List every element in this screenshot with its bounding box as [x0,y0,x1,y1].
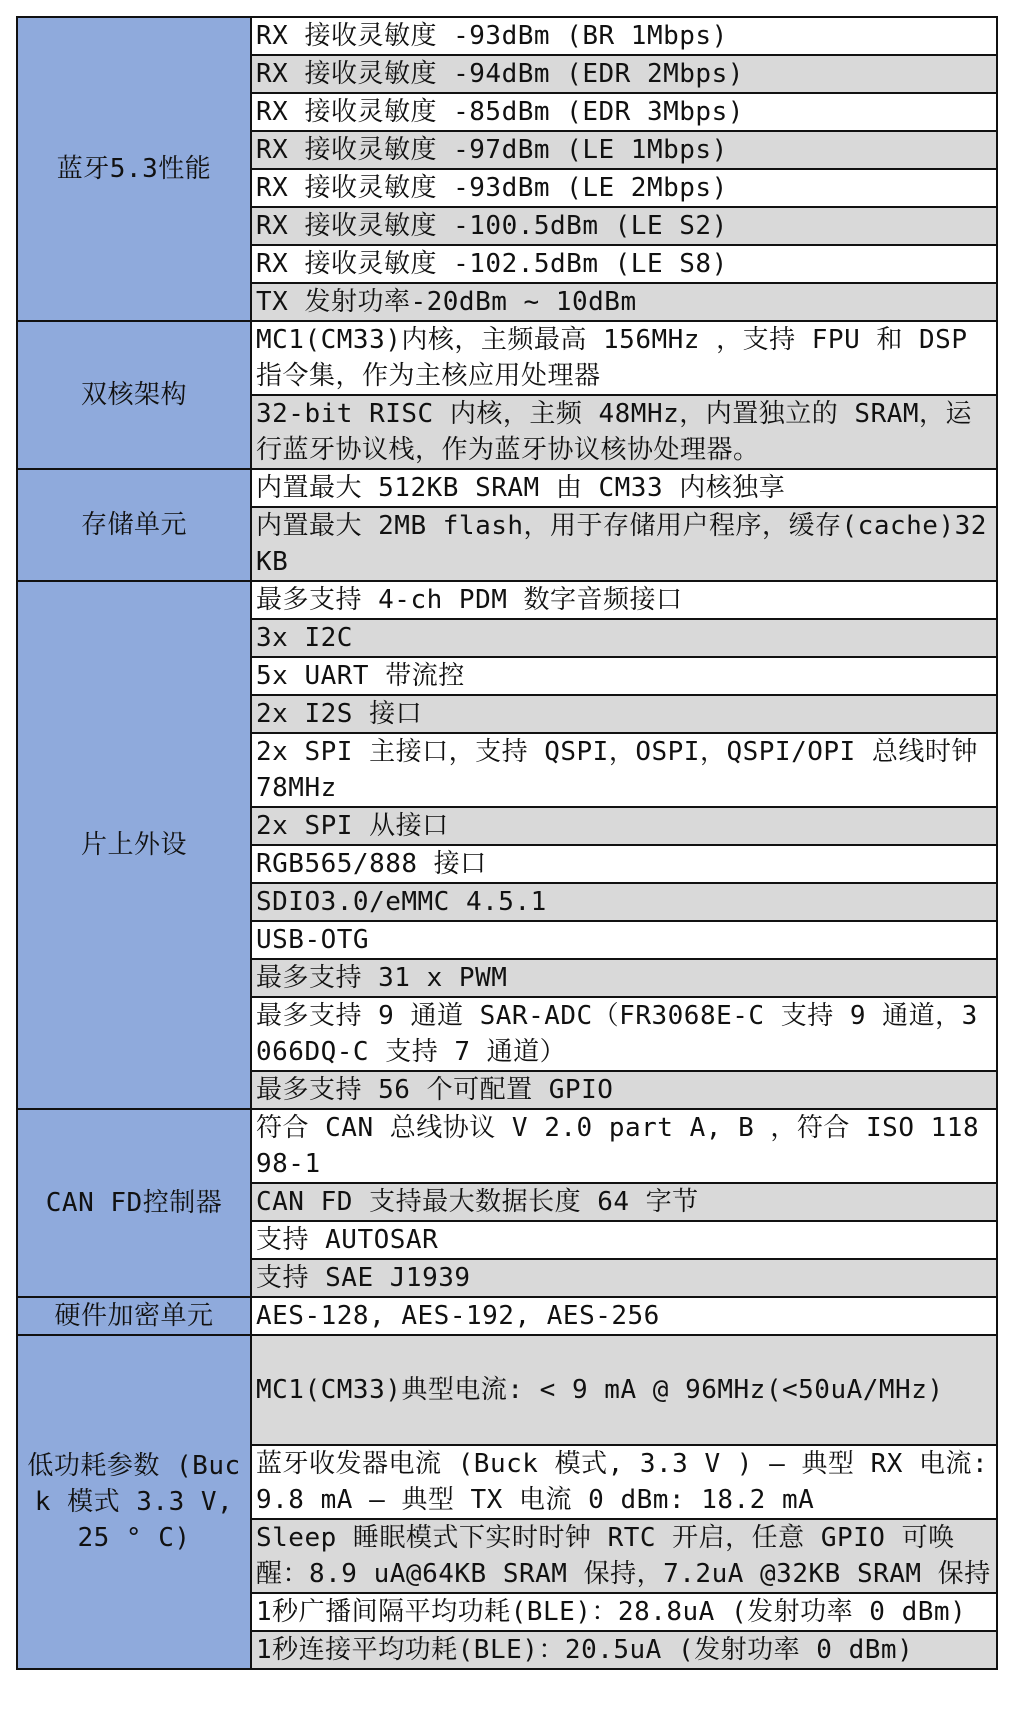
table-row [17,469,997,507]
category-cell-low-power: 低功耗参数 (Buck 模式 3.3 V, 25 ° C) [17,1335,251,1669]
value-cell: 蓝牙收发器电流 (Buck 模式, 3.3 V ) — 典型 RX 电流: 9.8 mA — 典型 TX 电流 0 dBm: 18.2 mA [251,1445,997,1519]
table-row [17,17,997,55]
category-cell-crypto: 硬件加密单元 [17,1297,251,1335]
value-cell: 2x I2S 接口 [251,695,997,733]
table-row [17,321,997,395]
spec-sheet [16,16,998,1670]
value-cell: RX 接收灵敏度 -93dBm (LE 2Mbps) [251,169,997,207]
spec-table [16,16,998,1670]
value-cell: RX 接收灵敏度 -85dBm (EDR 3Mbps) [251,93,997,131]
value-cell: MC1(CM33)典型电流: < 9 mA @ 96MHz(<50uA/MHz) [251,1335,997,1445]
value-cell: RX 接收灵敏度 -97dBm (LE 1Mbps) [251,131,997,169]
value-cell: 1秒连接平均功耗(BLE)：20.5uA (发射功率 0 dBm) [251,1631,997,1669]
value-cell: 2x SPI 主接口，支持 QSPI，OSPI，QSPI/OPI 总线时钟 78MHz [251,733,997,807]
value-cell: AES-128, AES-192, AES-256 [251,1297,997,1335]
table-row [17,581,997,619]
value-cell: RX 接收灵敏度 -100.5dBm (LE S2) [251,207,997,245]
category-cell-storage: 存储单元 [17,469,251,581]
value-cell: SDIO3.0/eMMC 4.5.1 [251,883,997,921]
value-cell: 2x SPI 从接口 [251,807,997,845]
value-cell: RX 接收灵敏度 -93dBm (BR 1Mbps) [251,17,997,55]
value-cell: Sleep 睡眠模式下实时时钟 RTC 开启，任意 GPIO 可唤醒：8.9 uA@64KB SRAM 保持，7.2uA @32KB SRAM 保持 [251,1519,997,1593]
category-cell-can-fd: CAN FD控制器 [17,1109,251,1297]
value-cell: MC1(CM33)内核，主频最高 156MHz ，支持 FPU 和 DSP 指令集，作为主核应用处理器 [251,321,997,395]
value-cell: 最多支持 9 通道 SAR-ADC（FR3068E-C 支持 9 通道，3066DQ-C 支持 7 通道） [251,997,997,1071]
value-cell: 符合 CAN 总线协议 V 2.0 part A, B ，符合 ISO 11898-1 [251,1109,997,1183]
value-cell: RX 接收灵敏度 -94dBm (EDR 2Mbps) [251,55,997,93]
value-cell: TX 发射功率-20dBm ~ 10dBm [251,283,997,321]
value-cell: 支持 AUTOSAR [251,1221,997,1259]
value-cell: 32-bit RISC 内核，主频 48MHz，内置独立的 SRAM，运行蓝牙协议栈，作为蓝牙协议核协处理器。 [251,395,997,469]
table-row [17,1109,997,1183]
value-cell: RGB565/888 接口 [251,845,997,883]
value-cell: CAN FD 支持最大数据长度 64 字节 [251,1183,997,1221]
value-cell: 3x I2C [251,619,997,657]
category-cell-dual-core: 双核架构 [17,321,251,469]
category-cell-peripherals: 片上外设 [17,581,251,1109]
value-cell: 内置最大 512KB SRAM 由 CM33 内核独享 [251,469,997,507]
table-row [17,1335,997,1445]
value-cell: 1秒广播间隔平均功耗(BLE)：28.8uA (发射功率 0 dBm) [251,1593,997,1631]
value-cell: 最多支持 56 个可配置 GPIO [251,1071,997,1109]
value-cell: 支持 SAE J1939 [251,1259,997,1297]
table-row [17,1297,997,1335]
value-cell: RX 接收灵敏度 -102.5dBm (LE S8) [251,245,997,283]
value-cell: 5x UART 带流控 [251,657,997,695]
value-cell: 内置最大 2MB flash，用于存储用户程序，缓存(cache)32KB [251,507,997,581]
value-cell: 最多支持 4-ch PDM 数字音频接口 [251,581,997,619]
value-cell: 最多支持 31 x PWM [251,959,997,997]
value-cell: USB-OTG [251,921,997,959]
category-cell-bluetooth: 蓝牙5.3性能 [17,17,251,321]
